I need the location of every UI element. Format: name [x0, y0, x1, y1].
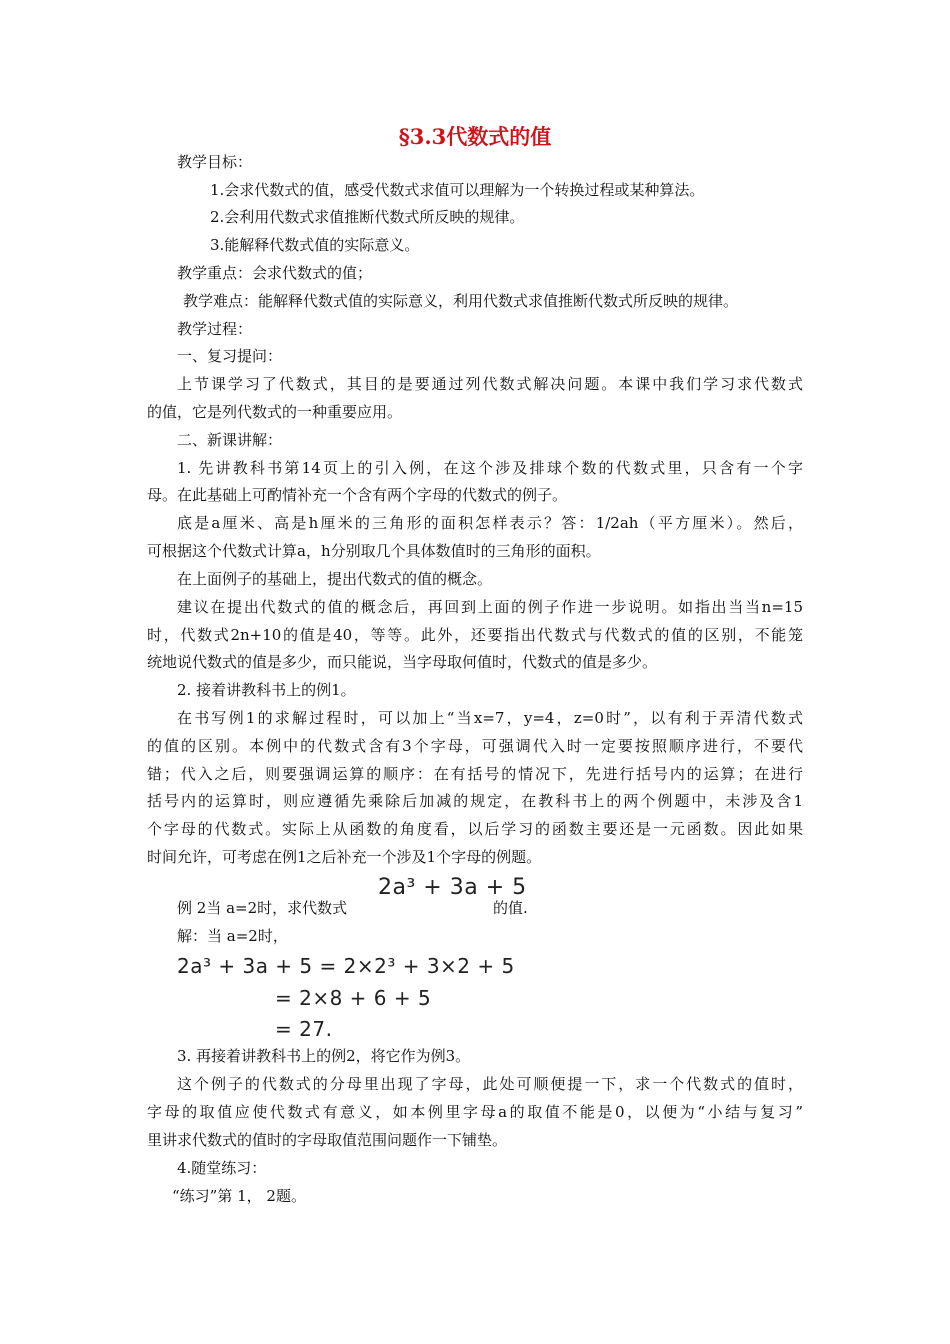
- document-title: §3.3代数式的值: [398, 124, 552, 149]
- example2-suffix: 的值.: [493, 899, 528, 917]
- practice-item: “练习”第 1， 2题。: [172, 1187, 306, 1205]
- paragraph-line: 上节课学习了代数式，其目的是要通过列代数式解决问题。本课中我们学习求代数式: [177, 375, 803, 393]
- paragraph-line: 时间允许，可考虑在例1之后补充一个涉及1个字母的例题。: [147, 848, 542, 866]
- paragraph-line: 个字母的代数式。实际上从函数的角度看，以后学习的函数主要还是一元函数。因此如果: [147, 820, 803, 838]
- solution-intro: 解：当 a=2时，: [177, 927, 288, 945]
- paragraph-line: 底是a厘米、高是h厘米的三角形的面积怎样表示？答：1/2ah（平方厘米）。然后，: [177, 514, 803, 532]
- example2-expression: 2a³ + 3a + 5: [378, 875, 527, 900]
- paragraph-line: 1. 先讲教科书第14页上的引入例，在这个涉及排球个数的代数式里，只含有一个字: [177, 459, 803, 477]
- paragraph-line: 3. 再接着讲教科书上的例2，将它作为例3。: [177, 1047, 471, 1065]
- solution-step-3: = 27.: [275, 1017, 333, 1041]
- paragraph-line: 在书写例1的求解过程时，可以加上“当x=7，y=4，z=0时”，以有利于弄清代数式: [177, 709, 803, 727]
- solution-step-2: = 2×8 + 6 + 5: [275, 986, 432, 1010]
- paragraph-line: 括号内的运算时，则应遵循先乘除后加减的规定，在教科书上的两个例题中，未涉及含1: [147, 792, 803, 810]
- paragraph-line: 统地说代数式的值是多少，而只能说，当字母取何值时，代数式的值是多少。: [147, 653, 658, 671]
- paragraph-line: 母。在此基础上可酌情补充一个含有两个字母的代数式的例子。: [147, 486, 568, 504]
- paragraph-line: 在上面例子的基础上，提出代数式的值的概念。: [177, 570, 493, 588]
- paragraph-line: 错；代入之后，则要强调运算的顺序：在有括号的情况下，先进行括号内的运算；在进行: [147, 765, 803, 783]
- paragraph-line: 字母的取值应使代数式有意义，如本例里字母a的取值不能是0，以便为“小结与复习”: [147, 1103, 803, 1121]
- paragraph-line: 的值，它是列代数式的一种重要应用。: [147, 403, 403, 421]
- paragraph-line: 的值的区别。本例中的代数式含有3个字母，可强调代入时一定要按照顺序进行，不要代: [147, 737, 803, 755]
- difficult-point: 教学难点：能解释代数式值的实际意义，利用代数式求值推断代数式所反映的规律。: [183, 292, 739, 310]
- objectives-heading: 教学目标：: [177, 153, 253, 171]
- practice-heading: 4.随堂练习：: [177, 1159, 267, 1177]
- paragraph-line: 建议在提出代数式的值的概念后，再回到上面的例子作进一步说明。如指出当当n=15: [177, 598, 803, 616]
- section-review-heading: 一、复习提问：: [177, 347, 283, 365]
- solution-step-1: 2a³ + 3a + 5 = 2×2³ + 3×2 + 5: [177, 954, 515, 978]
- paragraph-line: 可根据这个代数式计算a，h分别取几个具体数值时的三角形的面积。: [147, 542, 601, 560]
- paragraph-line: 里讲求代数式的值时的字母取值范围问题作一下铺垫。: [147, 1131, 508, 1149]
- paragraph-line: 2. 接着讲教科书上的例1。: [177, 681, 356, 699]
- section-new-lesson-heading: 二、新课讲解：: [177, 431, 283, 449]
- objective-2: 2.会利用代数式求值推断代数式所反映的规律。: [210, 208, 525, 226]
- paragraph-line: 这个例子的代数式的分母里出现了字母，此处可顺便提一下，求一个代数式的值时，: [177, 1075, 803, 1093]
- paragraph-line: 时，代数式2n+10的值是40，等等。此外，还要指出代数式与代数式的值的区别，不能笼: [147, 626, 803, 644]
- key-point: 教学重点：会求代数式的值；: [177, 264, 373, 282]
- example2-prefix: 例 2当 a=2时，求代数式: [177, 899, 348, 917]
- objective-3: 3.能解释代数式值的实际意义。: [210, 236, 420, 254]
- objective-1: 1.会求代数式的值，感受代数式求值可以理解为一个转换过程或某种算法。: [210, 181, 705, 199]
- process-heading: 教学过程：: [177, 320, 253, 338]
